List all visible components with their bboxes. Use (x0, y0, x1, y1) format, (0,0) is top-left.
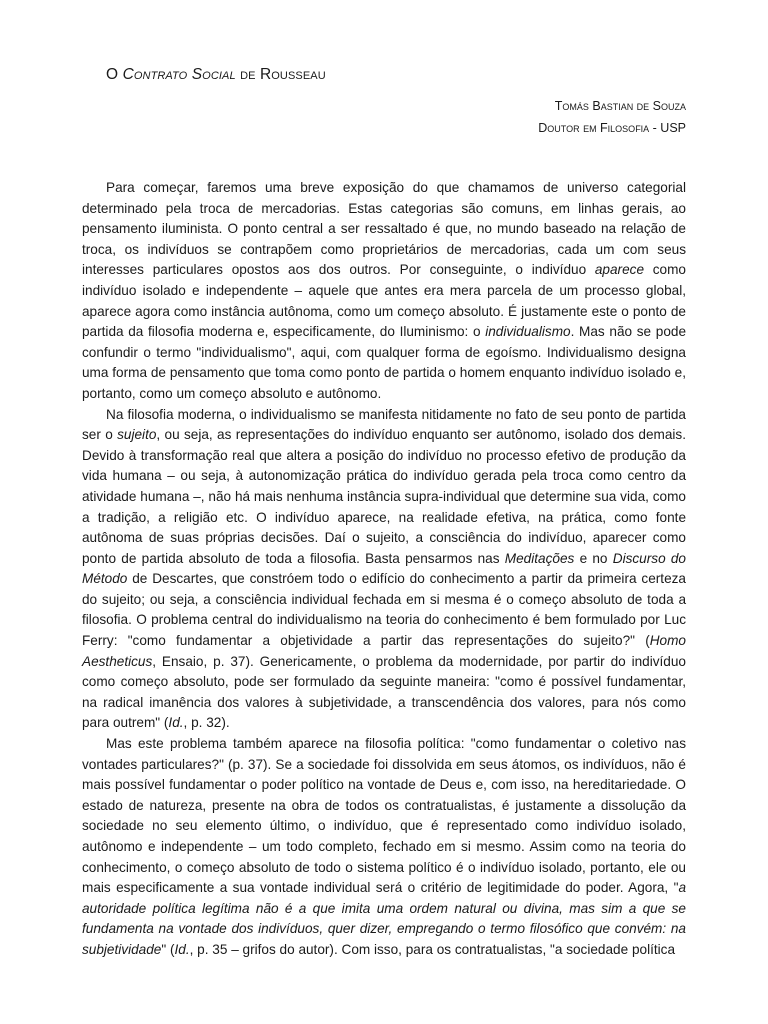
paragraph-1 (82, 178, 686, 405)
emphasis-run: Id. (168, 715, 184, 731)
text-run: Mas este problema também aparece na filosofia política: "como fundamentar o coletivo nas vontades particulares?" (p. 37). Se a sociedade foi dissolvida em seus átomos, os indivíduos, não é mais possível fundamentar o poder político na vontade de Deus e, com isso, na hereditariedade. O estado de natureza, presente na obra de todos os contratualistas, é justamente a dissolução da sociedade no seu elemento último, o indivíduo, que é representado como indivíduo isolado, autônomo e independente – um todo completo, fechado em si mesmo. Assim como na teoria do conhecimento, o começo absoluto de todo o sistema político é o indivíduo isolado, portanto, ele ou mais especificamente a sua vontade individual será o critério de legitimidade do poder. Agora, " (82, 736, 686, 896)
text-run: Na filosofia moderna, o individualismo se manifesta nitidamente no fato de seu ponto de partida ser o (82, 406, 686, 443)
text-run: Para começar, faremos uma breve exposição do que chamamos de universo categorial determinado pela troca de mercadorias. Estas categorias são comuns, em linhas gerais, ao pensamento iluminista. O ponto central a ser ressaltado é que, no mundo baseado na relação de troca, os indivíduos se contrapõem como proprietários de mercadorias, cada um com seus interesses particulares opostos aos dos outros. Por conseguinte, o indivíduo (82, 180, 686, 278)
document-body (82, 178, 686, 961)
author-affiliation: Doutor em Filosofia - USP (538, 121, 686, 135)
text-run: , p. 35 – grifos do autor). Com isso, para os contratualistas, "a sociedade política (189, 941, 676, 957)
emphasis-run: Discurso do Método (82, 550, 686, 587)
author-block (538, 95, 686, 139)
paragraph-3 (82, 734, 686, 961)
text-run: como indivíduo isolado e independente – aquele que antes era mera parcela de um processo global, aparece agora como instância autônoma, como um começo absoluto. É justamente este o ponto de partida da filosofia moderna e, especificamente, do Iluminismo: o (82, 262, 686, 340)
emphasis-run: Id. (174, 941, 190, 957)
text-run: , ou seja, as representações do indivíduo enquanto ser autônomo, isolado dos demais. Devido à transformação real que altera a posição do indivíduo no processo efetivo de produção da vida humana – ou seja, à autonomização prática do indivíduo gerada pela troca como centro da atividade humana –, não há mais nenhuma instância supra-individual que determine sua vida, como a tradição, a religião etc. O indivíduo aparece, na realidade efetiva, na prática, como fonte autônoma de suas próprias decisões. Daí o sujeito, a consciência do indivíduo, aparecer como ponto de partida absoluto de toda a filosofia. Basta pensarmos nas (82, 427, 686, 566)
title-suffix: de Rousseau (235, 66, 326, 83)
paragraph-2 (82, 405, 686, 735)
emphasis-run: aparece (594, 262, 644, 278)
text-run: e no (574, 550, 613, 566)
author-name: Tomás Bastian de Souza (554, 99, 686, 113)
emphasis-run: Homo Aestheticus (82, 633, 686, 669)
text-run: . Mas não se pode confundir o termo "individualismo", aqui, com qualquer forma de egoísmo. Individualismo designa uma forma de pensamento que toma como ponto de partida o homem enquanto indivíduo isolado e, portanto, como um começo absoluto e autônomo. (82, 324, 686, 401)
emphasis-run: sujeito (117, 427, 157, 443)
emphasis-run: individualismo (485, 324, 571, 340)
text-run: , p. 32). (183, 715, 230, 731)
emphasis-run: Meditações (504, 550, 575, 566)
text-run: de Descartes, que constróem todo o edifício do conhecimento a partir da primeira certeza do sujeito; ou seja, a consciência individual fechada em si mesma é o começo absoluto de toda a filosofia. O problema central do individualismo na teoria do conhecimento é bem formulado por Luc Ferry: "como fundamentar a objetividade a partir das representações do sujeito?" ( (82, 571, 686, 649)
text-run: " ( (161, 941, 175, 957)
document-title (106, 66, 326, 84)
text-run: , Ensaio, p. 37). Genericamente, o problema da modernidade, por partir do indivíduo como começo absoluto, pode ser formulado da seguinte maneira: "como é possível fundamentar, na radical imanência dos valores à subjetividade, a transcendência dos valores, para nós como para outrem" ( (82, 653, 686, 731)
title-italic-work: Contrato Social (122, 66, 236, 83)
emphasis-run: a autoridade política legítima não é a que imita uma ordem natural ou divina, mas sim a que se fundamenta na vontade dos indivíduos, quer dizer, empregando o termo filosófico que convém: na subjetividade (82, 880, 686, 957)
title-prefix: O (106, 66, 123, 83)
